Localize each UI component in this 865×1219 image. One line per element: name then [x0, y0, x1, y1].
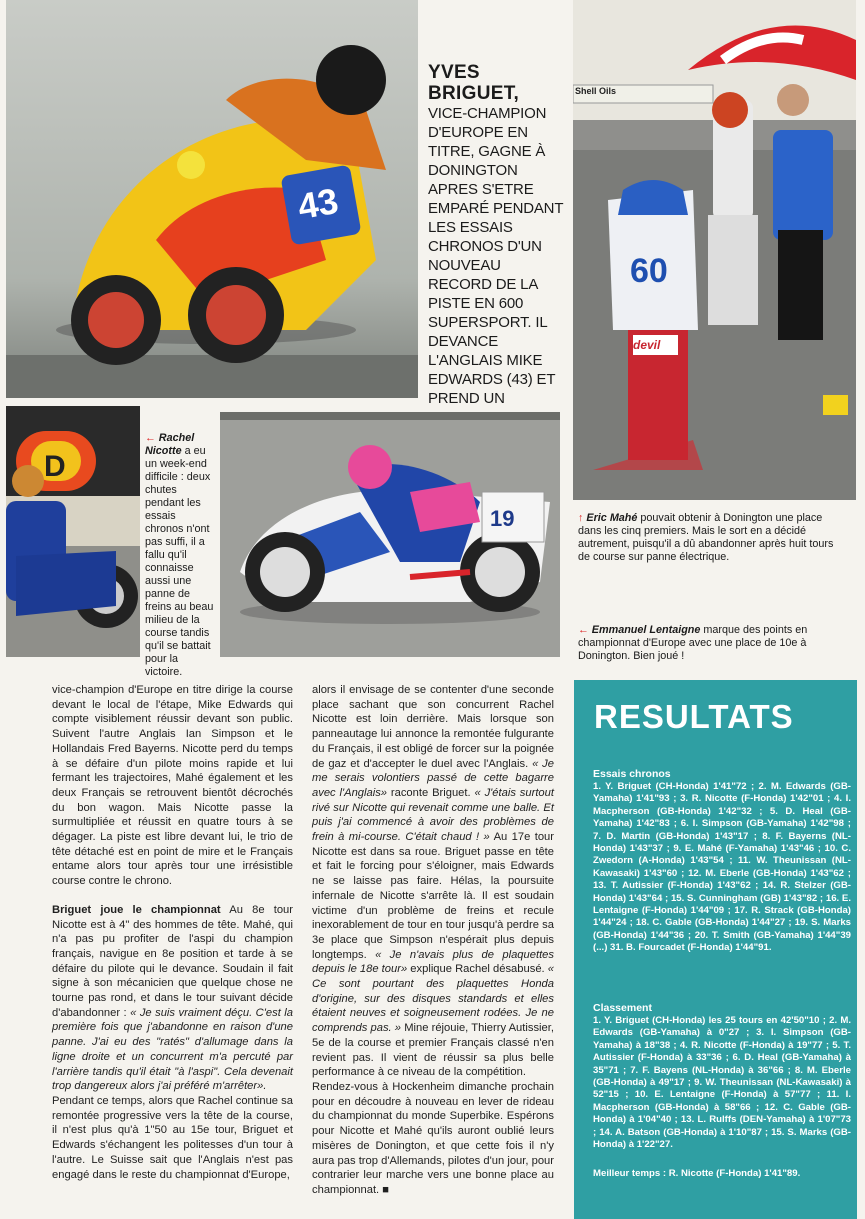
- quote-nicotte-2: « Ce sont pourtant des plaquettes Honda d'origine, sur des disques standards et elles étaient neuves et soigneusement rodées. Je ne comprends pas. »: [312, 963, 554, 1035]
- caption-mahe-text: pouvait obtenir à Donington une place dans les cinq premiers. Mais le sort en a décidé autrement, puisqu'il a dû abandonner après huit tours de course sur panne électrique.: [578, 512, 834, 563]
- essais-title: Essais chronos: [593, 768, 671, 780]
- photo-nicotte: [6, 406, 140, 657]
- article-paragraph: Pendant ce temps, alors que Rachel continue sa remontée progressive vers la tête de la course, il n'est plus qu'à 1"50 au 15e tour, Briguet et Edwards s'échangent les politesses d'un tour à l'autre. Le Suisse sait que l'Anglais n'est pas engagé dans le reste du championnat d'Europe,: [52, 1094, 293, 1181]
- article-text: alors il envisage de se contenter d'une seconde place sachant que son concurrent Rachel Nicotte est loin derrière. Mais lorsque son panneautage lui annonce la remontée fulgurante du Français, il est obligé de forcer sur la poignée de gaz et d'accepter le duel avec l'Anglais.: [312, 684, 554, 770]
- stand-sign: devil: [633, 338, 661, 352]
- article-paragraph: Rendez-vous à Hockenheim dimanche prochain pour en découdre à nouveau en lever de rideau du championnat du monde Superbike. Espérons pour Nicotte et Mahé qu'ils auront oublié leurs misères de Donington, et que cette fois il n'y aura pas trop d'Allemands, pilotes d'un jour, pour contrarier leur marche vers une bonne place au championnat. ■: [312, 1080, 554, 1196]
- article-paragraph: vice-champion d'Europe en titre dirige la course devant le local de l'étape, Mike Edwards qui compte visiblement réussir devant son public. Suivent l'autre Anglais Ian Simpson et le Hollandais Fred Bayerns. Nicotte perd du temps à se défaire d'un pilote moins rapide et lui fermant les trajectoires, Mahé également et les deux Français se retrouvent bientôt décrochés du bon wagon. Mais Nicotte passe la surmultipliée et réussit en quatre tours à se dégager. La piste est libre devant lui, le trio de tête détaché est en point de mire et le Français entame alors tour après tour une irrésistible course contre le chrono.: [52, 684, 293, 888]
- caption-mahe-name: Eric Mahé: [586, 512, 638, 524]
- quote-mahe: « Je suis vraiment déçu. C'est la première fois que j'abandonne en raison d'une panne. J'ai eu des "ratés" d'allumage dans la ligne droite et un concurrent m'a percuté par l'arrière tandis qu'il était "à l'aspi". Cela devenait trop dangereux alors j'ai préféré m'arrêter».: [52, 1006, 293, 1093]
- quote-briguet-2: « J'étais surtout rivé sur Nicotte qui revenait comme une balle. Et puis j'ai commencé à avoir des problèmes de frein à mi-course. C'était chaud ! »: [312, 786, 554, 844]
- headline-title: YVES BRIGUET,: [428, 62, 520, 104]
- section-heading: Briguet joue le championnat: [52, 903, 221, 916]
- results-title: RESULTATS: [594, 698, 794, 735]
- article-text: Mine réjouie, Thierry Autissier, 5e de la course et premier Français classé n'en revient pas. Il vient de réussir sa plus belle performance à ce niveau de la compétition.: [312, 1022, 554, 1079]
- headline-subtitle: VICE-CHAMPION D'EUROPE EN TITRE, GAGNE À DONINGTON APRES S'ETRE EMPARÉ PENDANT LES ESSAIS CHRONOS D'UN NOUVEAU RECORD DE LA PISTE EN 600 SUPERSPORT. IL DEVANCE L'ANGLAIS MIKE EDWARDS (43) ET PREND UN: [428, 105, 564, 407]
- caption-nicotte-text: a eu un week-end difficile : deux chutes pendant les essais chronos n'ont pas suffi, il a fallu qu'il connaisse aussi une panne de freins au beau milieu de la course tandis qu'il se battait pour la victoire.: [145, 445, 214, 678]
- article-text: raconte Briguet.: [387, 786, 475, 799]
- quote-nicotte-1: « Je n'avais plus de plaquettes depuis le 18e tour»: [312, 948, 554, 976]
- results-box: [574, 680, 857, 1219]
- photo-edwards-43: [6, 0, 418, 398]
- classement-title: Classement: [593, 1002, 652, 1014]
- article-text: Au 17e tour Nicotte est dans sa roue. Briguet passe en tête et fait le forcing pour s'éloigner, mais Edwards ne se laisse pas faire. Hélas, la poursuite infernale de Nicotte s'arrête là. Il est soudain victime d'un problème de freins et recule inexorablement de tour en tour jusqu'à perdre sa 3e place que Simpson n'espérait plus depuis longtemps.: [312, 831, 554, 961]
- bike-number-60: 60: [630, 252, 668, 290]
- caption-mahe: [578, 512, 838, 564]
- essais-results: 1. Y. Briguet (CH-Honda) 1'41"72 ; 2. M. Edwards (GB-Yamaha) 1'41"93 ; 3. R. Nicotte (F-Honda) 1'42"01 ; 4. I. Macpherson (GB-Honda) 1'42"32 ; 5. D. Heal (GB-Yamaha) 1'42"83 ; 6. I. Simpson (GB-Yamaha) 1'42"98 ; 7. D. Martin (GB-Honda) 1'43"17 ; 8. F. Bayerns (NL-Honda) 1'43"37 ; 9. E. Mahé (F-Yamaha) 1'43"46 ; 10. C. Zwedorn (A-Honda) 1'43"54 ; 11. W. Theunissan (NL-Kawasaki) 1'43"60 ; 12. M. Eberle (GB-Honda) 1'43"62 ; 13. T. Autissier (F-Honda) 1'43"62 ; 14. R. Stelzer (GB-Honda) 1'43"64 ; 15. S. Cunningham (GB) 1'43"82 ; 16. E. Lentaigne (F-Honda) 1'44"09 ; 17. R. Strack (GB-Honda) 1'44"24 ; 18. C. Gable (GB-Honda) 1'44"27 ; 19. S. Marks (GB-Honda) 1'44"36 ; 20. T. Smith (GB-Yamaha) 1'44"39 (...) 31. B. Fourcadet (F-Honda) 1'44"91.: [593, 781, 851, 954]
- photo-nicotte-19: [220, 412, 560, 657]
- bike-number-43: 43: [294, 179, 342, 228]
- article-text: Au 8e tour Nicotte est à 4" des hommes de tête. Mahé, qui n'a pas pu profiter de l'aspi du champion français, navigue en 8e position et tarde à se défaire du pilote qui le devance. Soudain il fait signe à son mécanicien que quelque chose ne tourne pas rond, et dans le tour suivant décide d'abandonner :: [52, 903, 294, 1019]
- article-column-1: [52, 683, 293, 1182]
- bike-number-19: 19: [490, 506, 515, 531]
- quote-briguet-1: « Je me serais volontiers passé de cette bagarre avec l'Anglais»: [312, 757, 555, 799]
- classement-results: 1. Y. Briguet (CH-Honda) les 25 tours en 42'50"10 ; 2. M. Edwards (GB-Yamaha) à 0"27 ; 3. I. Simpson (GB-Yamaha) à 18"38 ; 4. R. Nicotte (F-Honda) à 19"77 ; 5. T. Autissier (F-Honda) à 33"36 ; 6. D. Heal (GB-Yamaha) à 35"71 ; 7. F. Bayens (NL-Honda) à 36"66 ; 8. M. Eberle (GB-Honda) à 49"17 ; 9. W. Theunissan (NL-Kawasaki) à 52"15 ; 10. E. Lentaigne (F-Honda) à 57"77 ; 11. I. Macpherson (GB-Honda) à 58"66 ; 12. C. Gable (GB-Honda) à 1'04"40 ; 13. L. Rulffs (DEN-Yamaha) à 1'07"73 ; 14. A. Batson (GB-Honda) à 1'10"87 ; 15. S. Marks (GB-Honda) à 1'22"27.: [593, 1015, 851, 1151]
- caption-lentaigne-text: marque des points en championnat d'Europe avec une place de 10e à Donington. Bien joué !: [578, 624, 808, 662]
- caption-lentaigne: [578, 624, 840, 663]
- article-paragraph: [312, 683, 554, 1080]
- arrow-up-icon: ↑: [578, 512, 584, 524]
- photo-mahe-60: [573, 0, 856, 500]
- article-column-2: [312, 683, 554, 1198]
- article-paragraph: [52, 903, 293, 1094]
- pit-banner: Shell Oils: [575, 86, 617, 96]
- best-lap: Meilleur temps : R. Nicotte (F-Honda) 1'41"89.: [593, 1168, 801, 1179]
- caption-lentaigne-name: Emmanuel Lentaigne: [591, 624, 701, 636]
- article-text: explique Rachel désabusé.: [407, 963, 548, 976]
- arrow-left-icon: ←: [145, 432, 156, 444]
- caption-nicotte-name: Rachel Nicotte: [145, 432, 195, 457]
- arrow-left-icon: ←: [578, 624, 589, 636]
- caption-nicotte: [145, 432, 215, 679]
- svg-text:D: D: [44, 450, 66, 483]
